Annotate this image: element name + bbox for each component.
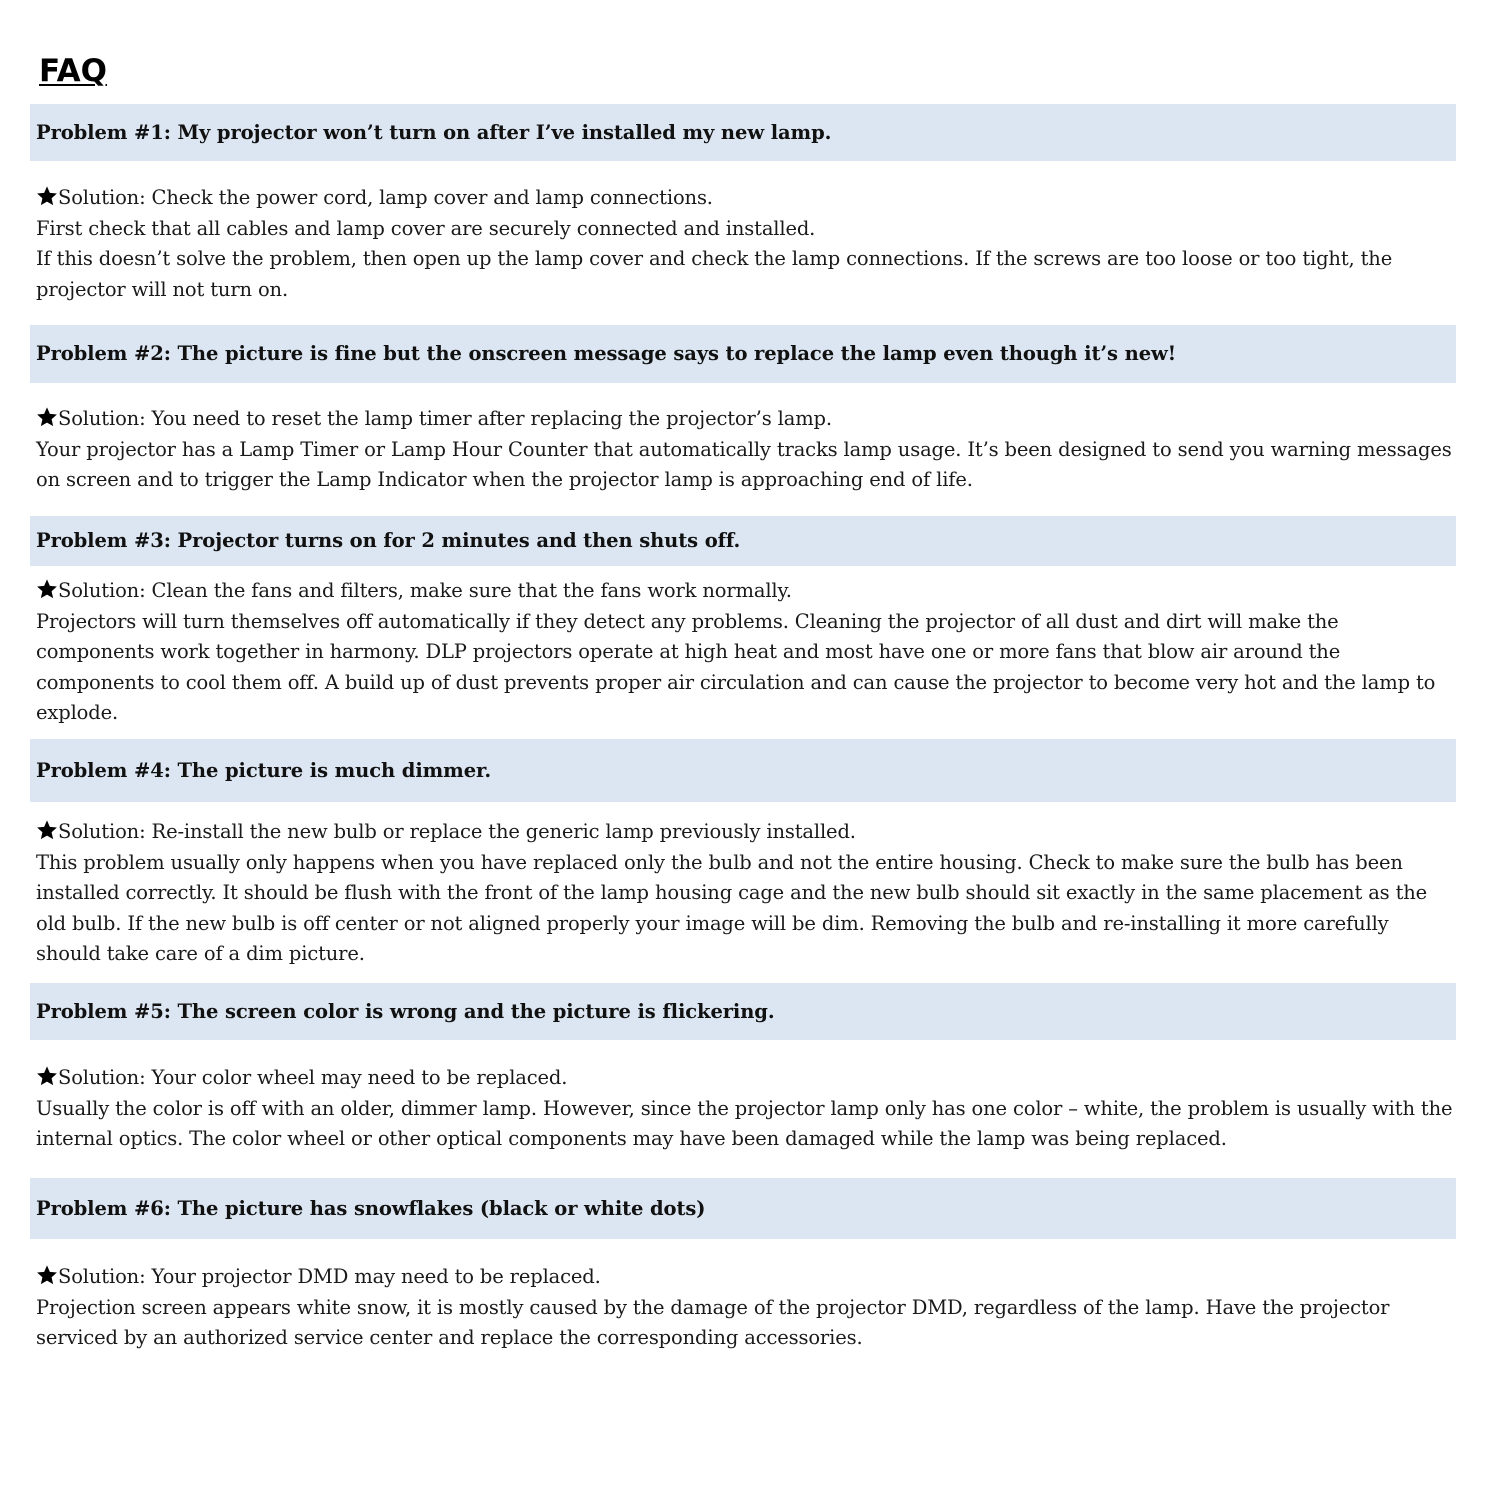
- solution-prefix: Solution:: [58, 407, 152, 430]
- solution-text: Re-install the new bulb or replace the generic lamp previously installed.: [151, 820, 856, 843]
- solution-block-2: [36, 404, 1456, 496]
- solution-block-5: [36, 1063, 1456, 1155]
- solution-text: Clean the fans and filters, make sure that the fans work normally.: [151, 579, 792, 602]
- problem-header-5: [30, 983, 1456, 1040]
- problem-header-3: [30, 516, 1456, 566]
- problem-title: Problem #3: Projector turns on for 2 minutes and then shuts off.: [36, 529, 741, 552]
- solution-text: Check the power cord, lamp cover and lamp connections.: [151, 186, 713, 209]
- solution-block-6: [36, 1262, 1456, 1354]
- solution-prefix: Solution:: [58, 1066, 152, 1089]
- problem-header-4: [30, 739, 1456, 802]
- solution-text: Your projector DMD may need to be replaced.: [151, 1265, 601, 1288]
- star-icon: [36, 406, 58, 428]
- problem-title: Problem #5: The screen color is wrong and the picture is flickering.: [36, 999, 775, 1023]
- solution-detail: Usually the color is off with an older, dimmer lamp. However, since the projector lamp only has one color – white, the problem is usually with the internal optics. The color wheel or other optical components may have been damaged while the lamp was being replaced.: [36, 1096, 1453, 1150]
- solution-text: Your color wheel may need to be replaced.: [151, 1066, 568, 1089]
- problem-title: Problem #2: The picture is fine but the onscreen message says to replace the lamp even though it’s new!: [36, 342, 1177, 365]
- problem-title: Problem #4: The picture is much dimmer.: [36, 758, 492, 782]
- solution-line: [36, 817, 1456, 848]
- solution-line: [36, 1262, 1456, 1293]
- problem-title: Problem #1: My projector won’t turn on after I’ve installed my new lamp.: [36, 120, 832, 144]
- solution-prefix: Solution:: [58, 186, 152, 209]
- problem-header-6: [30, 1178, 1456, 1239]
- star-icon: [36, 1065, 58, 1087]
- solution-detail: Your projector has a Lamp Timer or Lamp Hour Counter that automatically tracks lamp usage. It’s been designed to send you warning messages on screen and to trigger the Lamp Indicator when the projector lamp is approaching end of life.: [36, 437, 1452, 491]
- solution-block-3: [36, 576, 1456, 729]
- star-icon: [36, 1264, 58, 1286]
- problem-title: Problem #6: The picture has snowflakes (black or white dots): [36, 1196, 706, 1220]
- solution-line: [36, 404, 1456, 435]
- solution-detail: If this doesn’t solve the problem, then open up the lamp cover and check the lamp connections. If the screws are too loose or too tight, the projector will not turn on.: [36, 247, 1393, 301]
- problem-header-1: [30, 104, 1456, 161]
- solution-detail: Projectors will turn themselves off automatically if they detect any problems. Cleaning the projector of all dust and dirt will make the components work together in harmony. DLP projectors operate at high heat and most have one or more fans that blow air around the components to cool them off. A build up of dust prevents proper air circulation and can cause the projector to become very hot and the lamp to explode.: [36, 609, 1436, 724]
- solution-prefix: Solution:: [58, 1265, 152, 1288]
- solution-detail: This problem usually only happens when you have replaced only the bulb and not the entire housing. Check to make sure the bulb has been installed correctly. It should be flush with the front of the lamp housing cage and the new bulb should sit exactly in the same placement as the old bulb. If the new bulb is off center or not aligned properly your image will be dim. Removing the bulb and re-installing it more carefully should take care of a dim picture.: [36, 850, 1428, 965]
- star-icon: [36, 185, 58, 207]
- solution-line: [36, 576, 1456, 607]
- solution-prefix: Solution:: [58, 820, 152, 843]
- solution-prefix: Solution:: [58, 579, 152, 602]
- solution-block-4: [36, 817, 1456, 970]
- page-title: FAQ: [39, 53, 107, 89]
- star-icon: [36, 578, 58, 600]
- solution-line: [36, 183, 1456, 214]
- solution-line: [36, 1063, 1456, 1094]
- solution-text: You need to reset the lamp timer after replacing the projector’s lamp.: [151, 407, 832, 430]
- solution-detail: Projection screen appears white snow, it is mostly caused by the damage of the projector DMD, regardless of the lamp. Have the projector serviced by an authorized service center and replace the corresponding accessories.: [36, 1295, 1390, 1349]
- solution-detail: First check that all cables and lamp cover are securely connected and installed.: [36, 216, 816, 240]
- star-icon: [36, 819, 58, 841]
- problem-header-2: [30, 325, 1456, 383]
- solution-block-1: [36, 183, 1456, 305]
